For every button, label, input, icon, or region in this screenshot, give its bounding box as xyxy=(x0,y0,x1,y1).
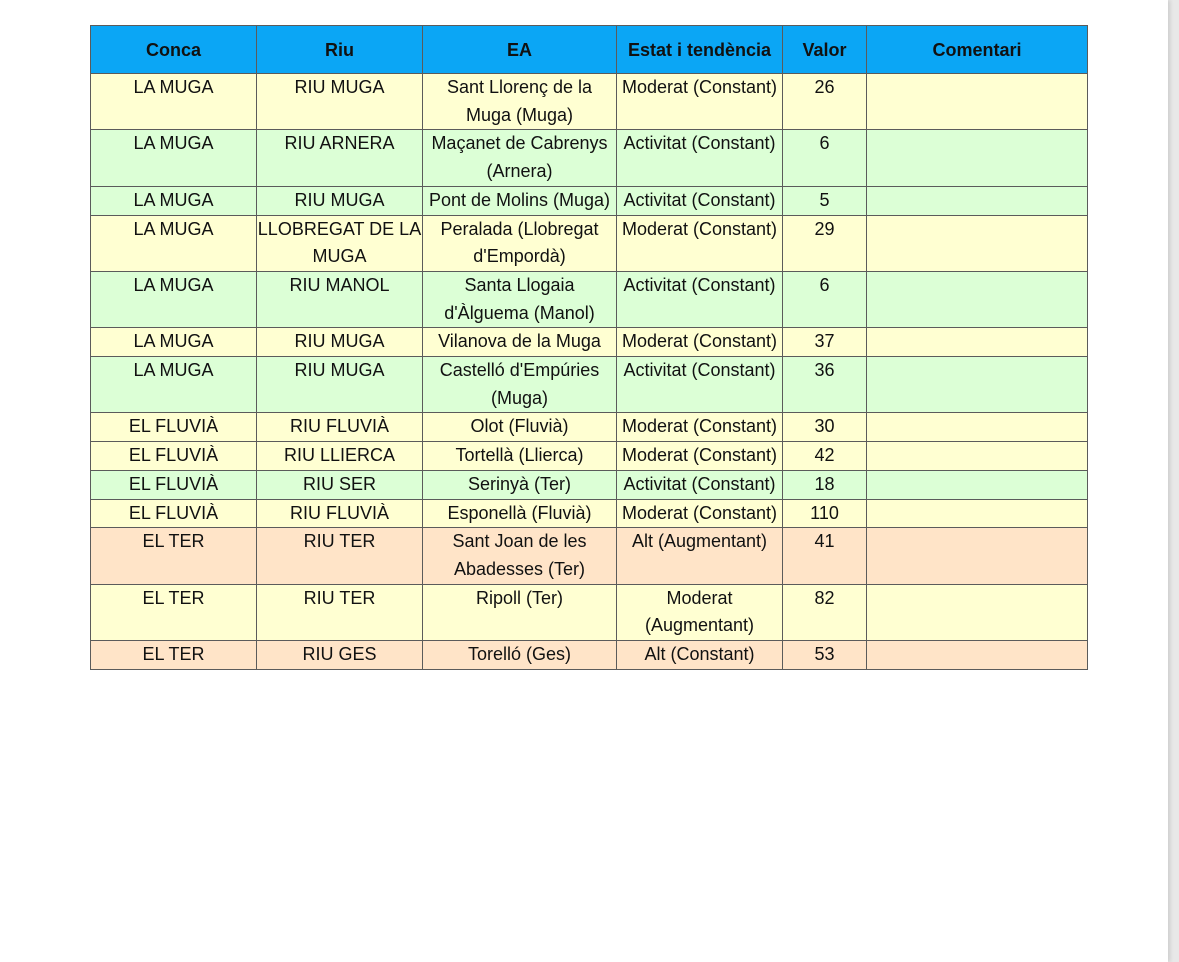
table-row xyxy=(91,641,1088,670)
cell-comentari xyxy=(867,357,1088,413)
cell-conca: LA MUGA xyxy=(91,271,257,327)
cell-comentari xyxy=(867,470,1088,499)
cell-conca: LA MUGA xyxy=(91,74,257,130)
cell-estat: Alt (Augmentant) xyxy=(617,528,783,584)
cell-ea: Torelló (Ges) xyxy=(423,641,617,670)
cell-comentari xyxy=(867,413,1088,442)
cell-conca: LA MUGA xyxy=(91,130,257,186)
cell-conca: LA MUGA xyxy=(91,215,257,271)
cell-estat: Activitat (Constant) xyxy=(617,186,783,215)
cell-valor: 53 xyxy=(783,641,867,670)
cell-valor: 42 xyxy=(783,442,867,471)
cell-valor: 30 xyxy=(783,413,867,442)
table-body xyxy=(91,74,1088,670)
table-row xyxy=(91,130,1088,186)
cell-comentari xyxy=(867,271,1088,327)
cell-riu: RIU GES xyxy=(257,641,423,670)
cell-ea: Vilanova de la Muga xyxy=(423,328,617,357)
cell-ea: Pont de Molins (Muga) xyxy=(423,186,617,215)
cell-estat: Activitat (Constant) xyxy=(617,470,783,499)
cell-conca: EL TER xyxy=(91,641,257,670)
cell-estat: Moderat (Constant) xyxy=(617,328,783,357)
cell-estat: Moderat (Constant) xyxy=(617,499,783,528)
cell-conca: LA MUGA xyxy=(91,328,257,357)
cell-riu: RIU MUGA xyxy=(257,74,423,130)
cell-estat: Activitat (Constant) xyxy=(617,271,783,327)
cell-comentari xyxy=(867,641,1088,670)
cell-ea: Sant Llorenç de la Muga (Muga) xyxy=(423,74,617,130)
cell-conca: EL FLUVIÀ xyxy=(91,470,257,499)
header-comentari: Comentari xyxy=(867,26,1088,74)
cell-valor: 110 xyxy=(783,499,867,528)
table-row xyxy=(91,499,1088,528)
cell-estat: Activitat (Constant) xyxy=(617,130,783,186)
cell-ea: Sant Joan de les Abadesses (Ter) xyxy=(423,528,617,584)
cell-ea: Santa Llogaia d'Àlguema (Manol) xyxy=(423,271,617,327)
cell-comentari xyxy=(867,328,1088,357)
cell-ea: Serinyà (Ter) xyxy=(423,470,617,499)
cell-valor: 37 xyxy=(783,328,867,357)
cell-conca: EL FLUVIÀ xyxy=(91,442,257,471)
cell-riu: RIU FLUVIÀ xyxy=(257,499,423,528)
table-row xyxy=(91,584,1088,640)
cell-ea: Tortellà (Llierca) xyxy=(423,442,617,471)
cell-conca: LA MUGA xyxy=(91,186,257,215)
cell-riu: RIU MUGA xyxy=(257,357,423,413)
header-ea: EA xyxy=(423,26,617,74)
table-row xyxy=(91,442,1088,471)
cell-conca: EL FLUVIÀ xyxy=(91,413,257,442)
cell-riu: RIU FLUVIÀ xyxy=(257,413,423,442)
cell-estat: Moderat (Constant) xyxy=(617,215,783,271)
cell-riu: RIU MANOL xyxy=(257,271,423,327)
cell-ea: Maçanet de Cabrenys (Arnera) xyxy=(423,130,617,186)
cell-ea: Ripoll (Ter) xyxy=(423,584,617,640)
cell-valor: 6 xyxy=(783,271,867,327)
table-row xyxy=(91,528,1088,584)
table-row xyxy=(91,357,1088,413)
cell-riu: RIU MUGA xyxy=(257,186,423,215)
cell-valor: 36 xyxy=(783,357,867,413)
cell-estat: Moderat (Augmentant) xyxy=(617,584,783,640)
cell-ea: Peralada (Llobregat d'Empordà) xyxy=(423,215,617,271)
cell-ea: Esponellà (Fluvià) xyxy=(423,499,617,528)
table-row xyxy=(91,328,1088,357)
table-row xyxy=(91,74,1088,130)
cell-riu: RIU TER xyxy=(257,584,423,640)
table-header-row xyxy=(91,26,1088,74)
cell-comentari xyxy=(867,186,1088,215)
cell-riu: LLOBREGAT DE LA MUGA xyxy=(257,215,423,271)
cell-valor: 82 xyxy=(783,584,867,640)
cell-estat: Moderat (Constant) xyxy=(617,74,783,130)
cell-riu: RIU TER xyxy=(257,528,423,584)
cell-estat: Activitat (Constant) xyxy=(617,357,783,413)
table-row xyxy=(91,470,1088,499)
header-valor: Valor xyxy=(783,26,867,74)
header-estat: Estat i tendència xyxy=(617,26,783,74)
cell-riu: RIU MUGA xyxy=(257,328,423,357)
cell-conca: EL FLUVIÀ xyxy=(91,499,257,528)
cell-valor: 41 xyxy=(783,528,867,584)
header-conca: Conca xyxy=(91,26,257,74)
cell-estat: Alt (Constant) xyxy=(617,641,783,670)
table-row xyxy=(91,271,1088,327)
cell-valor: 6 xyxy=(783,130,867,186)
cell-riu: RIU ARNERA xyxy=(257,130,423,186)
cell-conca: EL TER xyxy=(91,584,257,640)
cell-estat: Moderat (Constant) xyxy=(617,413,783,442)
river-status-table xyxy=(90,25,1088,670)
cell-valor: 18 xyxy=(783,470,867,499)
cell-riu: RIU SER xyxy=(257,470,423,499)
cell-valor: 5 xyxy=(783,186,867,215)
table-row xyxy=(91,413,1088,442)
cell-comentari xyxy=(867,499,1088,528)
cell-conca: EL TER xyxy=(91,528,257,584)
cell-riu: RIU LLIERCA xyxy=(257,442,423,471)
table-row xyxy=(91,186,1088,215)
cell-comentari xyxy=(867,584,1088,640)
cell-ea: Olot (Fluvià) xyxy=(423,413,617,442)
cell-conca: LA MUGA xyxy=(91,357,257,413)
cell-comentari xyxy=(867,215,1088,271)
cell-ea: Castelló d'Empúries (Muga) xyxy=(423,357,617,413)
cell-comentari xyxy=(867,442,1088,471)
cell-comentari xyxy=(867,130,1088,186)
cell-valor: 26 xyxy=(783,74,867,130)
cell-comentari xyxy=(867,74,1088,130)
table-row xyxy=(91,215,1088,271)
cell-comentari xyxy=(867,528,1088,584)
cell-valor: 29 xyxy=(783,215,867,271)
header-riu: Riu xyxy=(257,26,423,74)
cell-estat: Moderat (Constant) xyxy=(617,442,783,471)
